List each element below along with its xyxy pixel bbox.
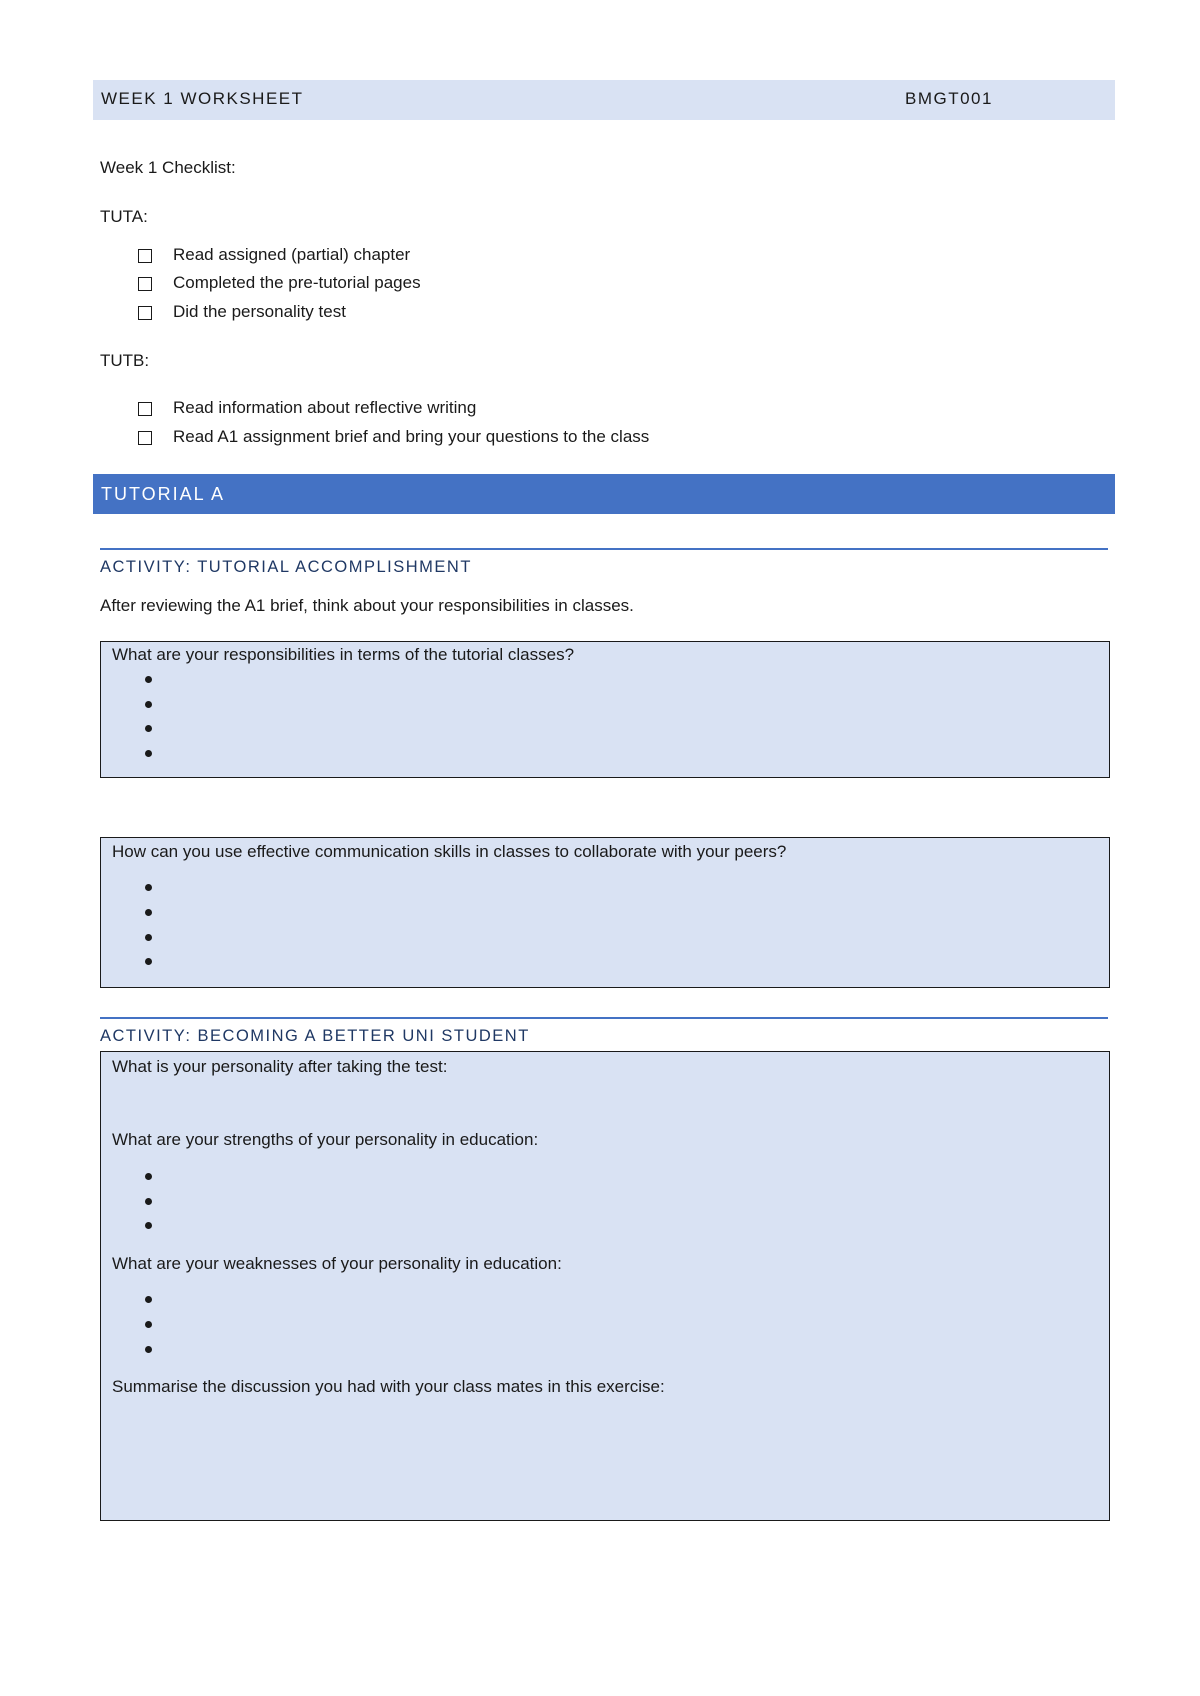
checkbox-tuta-1[interactable] [138,249,152,263]
checklist-item: Completed the pre-tutorial pages [173,273,421,292]
bullet-icon [145,1198,152,1205]
question-text: How can you use effective communication skills in classes to collaborate with your peers? [112,842,787,861]
bullet-icon [145,1346,152,1353]
page-header [93,80,1115,120]
bullet-icon [145,1321,152,1328]
checklist-item: Read A1 assignment brief and bring your questions to the class [173,427,650,446]
question-text: What are your responsibilities in terms of the tutorial classes? [112,645,575,664]
bullet-icon [145,909,152,916]
tutb-label: TUTB: [100,351,150,370]
question-text: What are your weaknesses of your personality in education: [112,1254,562,1273]
question-text: Summarise the discussion you had with your class mates in this exercise: [112,1377,665,1396]
checklist-item: Did the personality test [173,302,346,321]
bullet-icon [145,701,152,708]
checkbox-tutb-2[interactable] [138,431,152,445]
bullet-icon [145,1296,152,1303]
question-text: What are your strengths of your personality in education: [112,1130,539,1149]
course-code: BMGT001 [905,89,993,108]
bullet-icon [145,676,152,683]
bullet-icon [145,1173,152,1180]
activity-intro: After reviewing the A1 brief, think about your responsibilities in classes. [100,596,634,615]
answer-box-responsibilities[interactable] [100,641,1110,778]
activity-divider [100,1017,1108,1019]
answer-box-communication[interactable] [100,837,1110,988]
bullet-icon [145,1222,152,1229]
bullet-icon [145,750,152,757]
checklist-item: Read assigned (partial) chapter [173,245,411,264]
checkbox-tutb-1[interactable] [138,402,152,416]
answer-box-uni-student[interactable] [100,1051,1110,1521]
checklist-item: Read information about reflective writing [173,398,477,417]
checkbox-tuta-2[interactable] [138,277,152,291]
activity-divider [100,548,1108,550]
bullet-icon [145,934,152,941]
bullet-icon [145,958,152,965]
activity-title: ACTIVITY: TUTORIAL ACCOMPLISHMENT [100,558,472,576]
activity-title: ACTIVITY: BECOMING A BETTER UNI STUDENT [100,1027,530,1045]
question-text: What is your personality after taking the test: [112,1057,448,1076]
checkbox-tuta-3[interactable] [138,306,152,320]
bullet-icon [145,884,152,891]
section-header [93,474,1115,514]
section-title: TUTORIAL A [101,484,226,504]
tuta-label: TUTA: [100,207,148,226]
checklist-heading: Week 1 Checklist: [100,158,236,177]
worksheet-title: WEEK 1 WORKSHEET [101,89,304,108]
bullet-icon [145,725,152,732]
